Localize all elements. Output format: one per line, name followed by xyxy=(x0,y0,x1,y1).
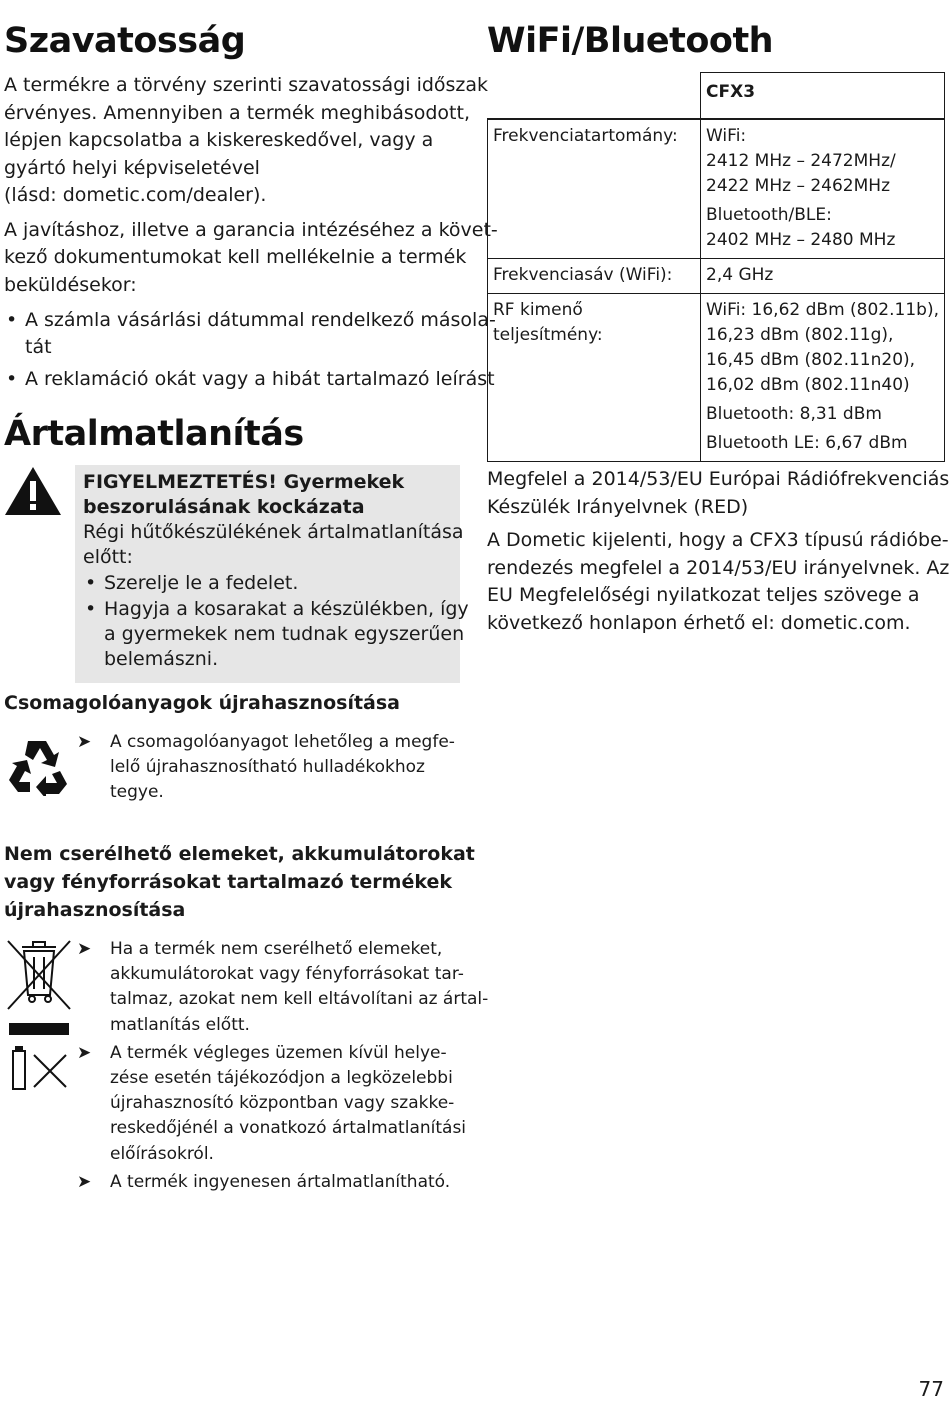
bullet-icon: • xyxy=(85,572,97,594)
text-line: újrahasznosító központban vagy szakke- xyxy=(110,1093,455,1114)
conformity-paragraph-2 xyxy=(487,527,950,637)
text-line: matlanítás előtt. xyxy=(110,1014,250,1035)
text-line: tát xyxy=(25,336,52,358)
text-line: belemászni. xyxy=(104,648,219,670)
text-line: Bluetooth/BLE: xyxy=(706,205,832,225)
text-line: előtt: xyxy=(83,546,133,568)
batteries-item-3 xyxy=(4,1170,460,1195)
text-line: Bluetooth LE: 6,67 dBm xyxy=(706,433,908,453)
text-line: lépjen kapcsolatba a kiskereskedővel, vagy a xyxy=(4,129,434,151)
text-line: Szerelje le a fedelet. xyxy=(104,572,299,594)
warranty-paragraph-1 xyxy=(4,72,489,210)
text-line: érvényes. Amennyiben a termék meghibásodott, xyxy=(4,101,470,124)
text-line: előírásokról. xyxy=(110,1143,214,1164)
batteries-item-1 xyxy=(4,937,489,1038)
conformity-paragraph-1 xyxy=(487,466,950,521)
text-line: zése esetén tájékozódjon a legközelebbi xyxy=(110,1068,453,1089)
left-column xyxy=(4,18,498,1195)
text-line: lelő újrahasznosítható hulladékokhoz xyxy=(110,757,425,778)
warranty-paragraph-2 xyxy=(4,217,498,300)
text-line: beszorulásának kockázata xyxy=(83,496,365,518)
list-item xyxy=(83,597,469,672)
text-line: újrahasznosítása xyxy=(4,899,186,921)
text-line: Készülék Irányelvnek (RED) xyxy=(487,495,749,518)
warning-block xyxy=(4,465,469,683)
text-line: 2412 MHz – 2472MHz/ xyxy=(706,151,896,171)
text-line: Régi hűtőkészülékének ártalmatlanítása xyxy=(83,521,464,543)
batteries-section xyxy=(4,937,489,1195)
batteries-item-2 xyxy=(4,1041,467,1167)
packaging-heading: Csomagolóanyagok újrahasznosítása xyxy=(4,692,400,714)
text-line: Hagyja a kosarakat a készülékben, így xyxy=(104,598,469,620)
text-line: 16,02 dBm (802.11n40) xyxy=(706,375,910,395)
disposal-heading: Ártalmatlanítás xyxy=(4,414,304,454)
text-line: 2402 MHz – 2480 MHz xyxy=(706,230,896,250)
text-line: gyártó helyi képviseletével xyxy=(4,156,260,179)
text-line: következő honlapon érhető el: dometic.com. xyxy=(487,611,911,634)
wifi-bluetooth-heading: WiFi/Bluetooth xyxy=(487,21,774,61)
text-line: a gyermekek nem tudnak egyszerűen xyxy=(104,623,465,645)
text-line: kező dokumentumokat kell mellékelnie a termék xyxy=(4,246,467,268)
text-line: A reklamáció okát vagy a hibát tartalmazó leírást xyxy=(25,368,495,390)
text-line: (lásd: dometic.com/dealer). xyxy=(4,184,267,206)
table-header-row xyxy=(488,73,945,120)
text-line: Bluetooth: 8,31 dBm xyxy=(706,404,882,424)
value-group xyxy=(706,203,939,253)
text-line: Nem cserélhető elemeket, akkumulátorokat xyxy=(4,843,475,865)
spec-table xyxy=(487,72,945,462)
text-line: A számla vásárlási dátummal rendelkező másola- xyxy=(25,309,496,331)
warning-box xyxy=(75,465,469,683)
text-line: FIGYELMEZTETÉS! Gyermekek xyxy=(83,471,405,493)
text-line: reskedőjénél a vonatkozó ártalmatlanítási xyxy=(110,1118,467,1139)
text-line: tegye. xyxy=(110,782,164,803)
warning-triangle-icon xyxy=(4,466,62,516)
bullet-icon: • xyxy=(6,309,18,331)
bullet-icon: • xyxy=(6,368,18,390)
value-group xyxy=(706,402,939,427)
table-row-label: Frekvenciatartomány: xyxy=(488,119,701,259)
table-row-value xyxy=(701,294,945,462)
text-line: A csomagolóanyagot lehetőleg a megfe- xyxy=(110,732,455,752)
text-line: EU Megfelelőségi nyilatkozat teljes szövege a xyxy=(487,584,920,606)
text-line: vagy fényforrásokat tartalmazó termékek xyxy=(4,871,452,893)
warning-list xyxy=(83,571,469,672)
text-line: Ha a termék nem cserélhető elemeket, xyxy=(110,939,443,959)
table-row xyxy=(488,294,945,462)
text-line: A termékre a törvény szerinti szavatossági időszak xyxy=(4,74,489,96)
list-item xyxy=(4,307,496,361)
warning-text xyxy=(83,520,464,570)
text-line: 16,23 dBm (802.11g), xyxy=(706,325,894,345)
table-row-value: 2,4 GHz xyxy=(701,259,945,294)
warning-title xyxy=(83,470,452,520)
page-number: 77 xyxy=(918,1377,944,1401)
table-column-header: CFX3 xyxy=(701,73,945,120)
text-line: WiFi: xyxy=(706,126,747,146)
text-line: 2422 MHz – 2462MHz xyxy=(706,176,890,196)
text-line: A javításhoz, illetve a garancia intézéséhez a követ- xyxy=(4,218,498,241)
text-line: A termék ingyenesen ártalmatlanítható. xyxy=(110,1171,451,1192)
text-line: Megfelel a 2014/53/EU Európai Rádiófrekvenciás xyxy=(487,468,950,490)
text-line: rendezés megfelel a 2014/53/EU irányelvnek. Az xyxy=(487,556,950,579)
list-item xyxy=(83,571,452,596)
packaging-item xyxy=(4,730,460,806)
text-line: A termék végleges üzemen kívül helye- xyxy=(110,1042,447,1063)
arrow-icon: ➤ xyxy=(77,1042,92,1063)
value-group xyxy=(706,431,939,456)
arrow-icon: ➤ xyxy=(77,939,92,959)
text-line: beküldésekor: xyxy=(4,273,137,296)
arrow-icon: ➤ xyxy=(77,732,92,752)
packaging-section xyxy=(4,730,460,808)
warranty-heading: Szavatosság xyxy=(4,21,246,61)
warranty-bullet-list xyxy=(4,307,496,393)
table-row xyxy=(488,119,945,259)
table-row-value xyxy=(701,119,945,259)
text-line: akkumulátorokat vagy fényforrásokat tar- xyxy=(110,964,464,985)
bullet-icon: • xyxy=(85,598,97,620)
arrow-icon: ➤ xyxy=(77,1171,92,1192)
text-line: talmaz, azokat nem kell eltávolítani az ártal- xyxy=(110,989,489,1010)
right-column xyxy=(487,18,950,637)
text-line: A Dometic kijelenti, hogy a CFX3 típusú rádióbe- xyxy=(487,529,949,551)
text-line: WiFi: 16,62 dBm (802.11b), xyxy=(706,300,939,320)
list-item xyxy=(4,366,495,393)
text-line: 16,45 dBm (802.11n20), xyxy=(706,350,916,370)
table-row-label: Frekvenciasáv (WiFi): xyxy=(488,259,701,294)
table-row-label: RF kimenő teljesítmény: xyxy=(488,294,701,462)
batteries-heading xyxy=(4,840,475,924)
table-header-empty xyxy=(488,73,701,120)
table-row xyxy=(488,259,945,294)
